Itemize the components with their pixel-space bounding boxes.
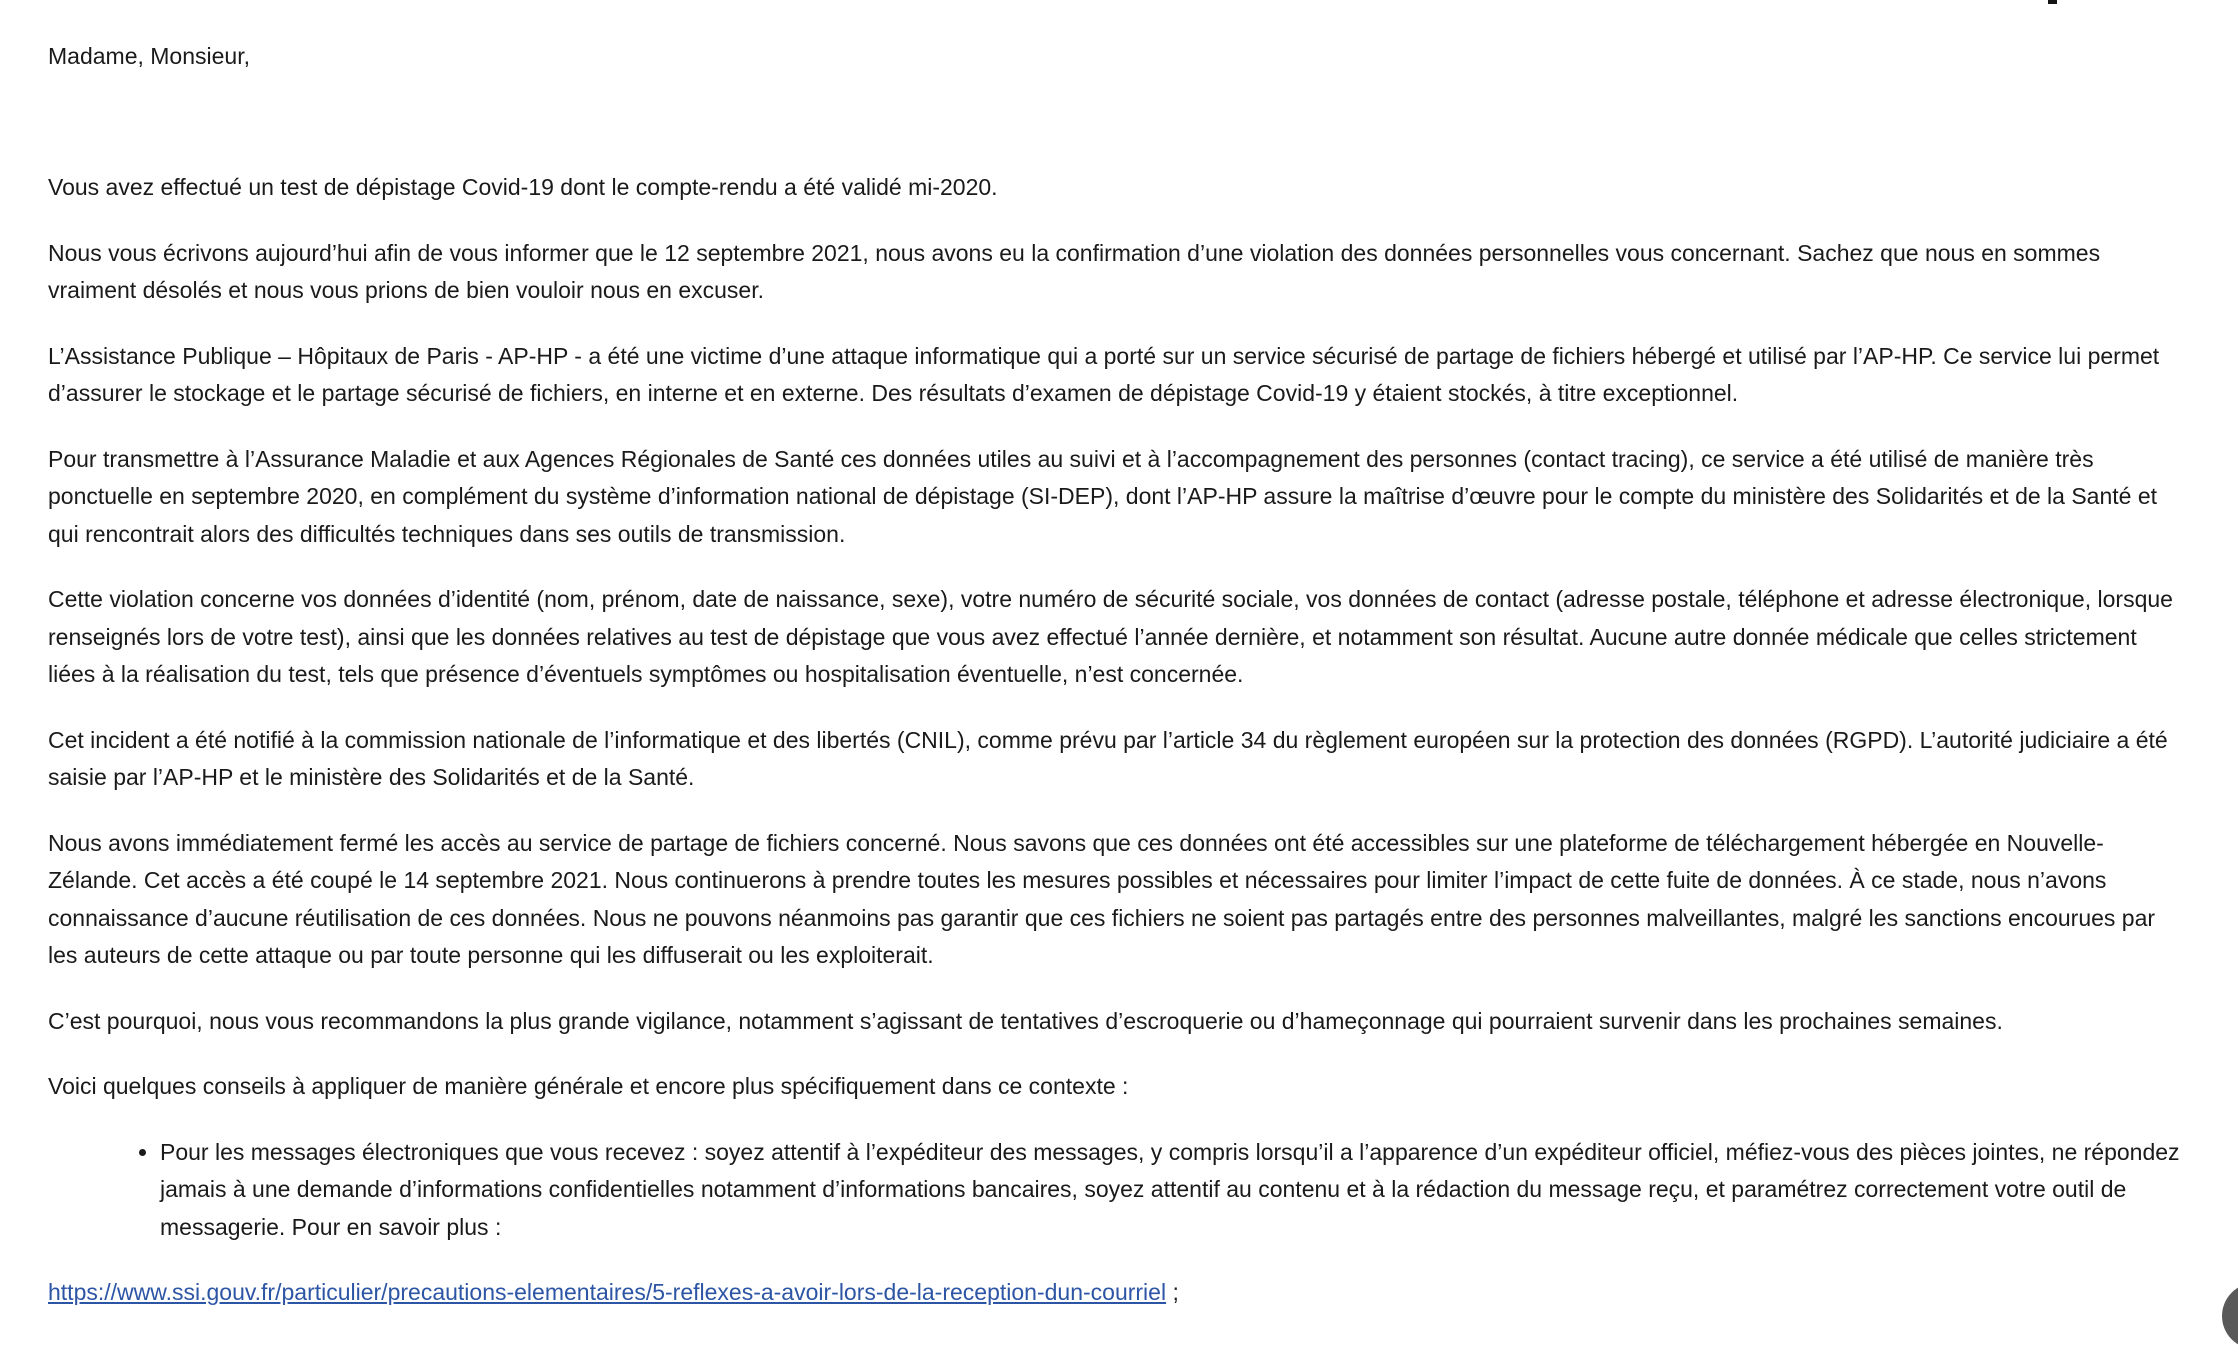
paragraph-test-info: Vous avez effectué un test de dépistage Covid-19 dont le compte-rendu a été validé mi-2020. [48, 174, 998, 200]
paragraph-service-usage: Pour transmettre à l’Assurance Maladie et aux Agences Régionales de Santé ces données utiles au suivi et à l’accompagnement des personnes (contact tracing), ce service a été utilisé de manière très ponctuelle en septembre 2020, en complément du système d’information national de dépistage (SI-DEP), dont l’AP-HP assure la maîtrise d’œuvre pour le compte du ministère des Solidarités et de la Santé et qui rencontrait alors des difficultés techniques dans ses outils de transmission. [48, 445, 2158, 547]
ssi-gouv-link[interactable]: https://www.ssi.gouv.fr/particulier/precautions-elementaires/5-reflexes-a-avoir-lors-de-la-reception-dun-courriel [48, 1279, 1167, 1305]
paragraph-breach-notification: Nous vous écrivons aujourd’hui afin de vous informer que le 12 septembre 2021, nous avons eu la confirmation d’une violation des données personnelles vous concernant. Sachez que nous en sommes vraiment désolés et nous vous prions de bien vouloir nous en excuser. [48, 239, 2101, 303]
paragraph-advice-intro: Voici quelques conseils à appliquer de manière générale et encore plus spécifiquement dans ce contexte : [48, 1073, 1129, 1099]
clipped-text-fragment [2048, 0, 2057, 4]
link-line [48, 1274, 2188, 1312]
paragraph-cnil-notification: Cet incident a été notifié à la commission nationale de l’informatique et des libertés (CNIL), comme prévu par l’article 34 du règlement européen sur la protection des données (RGPD). L’autorité judiciaire a été saisie par l’AP-HP et le ministère des Solidarités et de la Santé. [48, 726, 2168, 790]
paragraph-data-concerned: Cette violation concerne vos données d’identité (nom, prénom, date de naissance, sexe), votre numéro de sécurité sociale, vos données de contact (adresse postale, téléphone et adresse électronique, lorsque renseignés lors de votre test), ainsi que les données relatives au test de dépistage que vous avez effectué l’année dernière, et notamment son résultat. Aucune autre donnée médicale que celles strictement liées à la réalisation du test, tels que présence d’éventuels symptômes ou hospitalisation éventuelle, n’est concernée. [48, 586, 2173, 687]
paragraph-vigilance-warning: C’est pourquoi, nous vous recommandons la plus grande vigilance, notamment s’agissant de tentatives d’escroquerie ou d’hameçonnage qui pourraient survenir dans les prochaines semaines. [48, 1007, 2003, 1034]
link-suffix: ; [1166, 1279, 1179, 1305]
paragraph-attack-description: L’Assistance Publique – Hôpitaux de Paris - AP-HP - a été une victime d’une attaque informatique qui a porté sur un service sécurisé de partage de fichiers hébergé et utilisé par l’AP-HP. Ce service lui permet d’assurer le stockage et le partage sécurisé de fichiers, en interne et en externe. Des résultats d’examen de dépistage Covid-19 y étaient stockés, à titre exceptionnel. [48, 342, 2160, 406]
advice-list [48, 1134, 2188, 1247]
greeting: Madame, Monsieur, [48, 43, 250, 69]
paragraph-measures-taken: Nous avons immédiatement fermé les accès au service de partage de fichiers concerné. Nous savons que ces données ont été accessibles sur une plateforme de téléchargement hébergée en Nouvelle-Zélande. Cet accès a été coupé le 14 septembre 2021. Nous continuerons à prendre toutes les mesures possibles et nécessaires pour limiter l’impact de cette fuite de données. À ce stade, nous n’avons connaissance d’aucune réutilisation de ces données. Nous ne pouvons néanmoins pas garantir que ces fichiers ne soient pas partagés entre des personnes malveillantes, malgré les sanctions encourues par les auteurs de cette attaque ou par toute personne qui les diffuserait ou les exploiterait. [48, 829, 2156, 968]
blank-line [48, 104, 2188, 142]
advice-item-email-messages: • Pour les messages électroniques que vous recevez : soyez attentif à l’expéditeur des messages, y compris lorsqu’il a l’apparence d’un expéditeur officiel, méfiez-vous des pièces jointes, ne répondez jamais à une demande d’informations confidentielles notamment d’informations bancaires, soyez attentif au contenu et à la rédaction du message reçu, et paramétrez correctement votre outil de messagerie. Pour en savoir plus : [160, 1134, 2188, 1247]
